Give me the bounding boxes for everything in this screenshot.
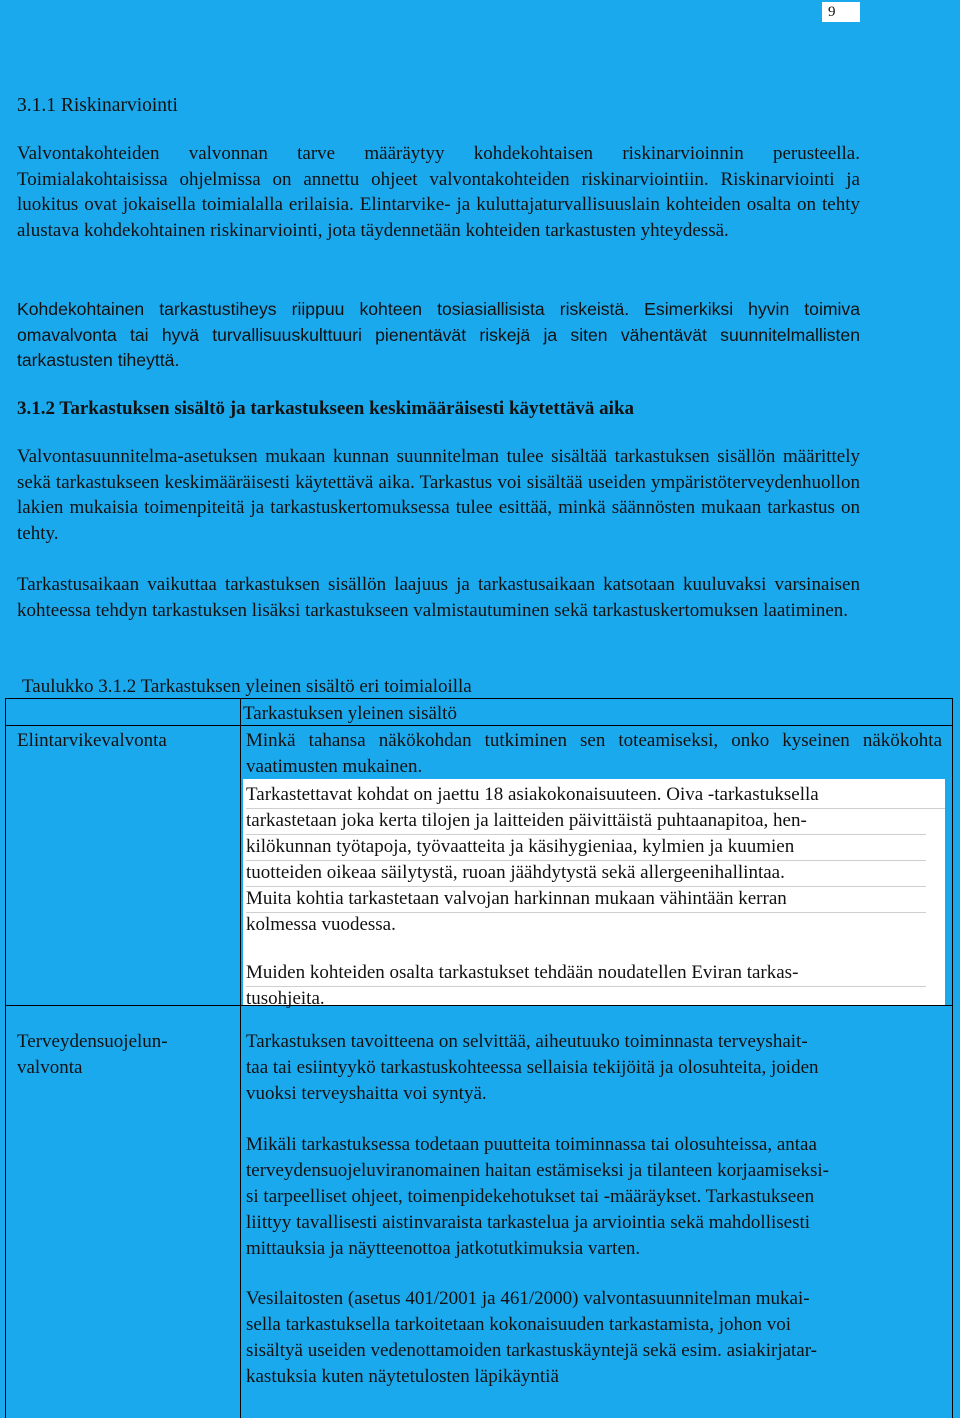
row-intro-elintarvikevalvonta: Minkä tahansa näkökohdan tutkiminen sen toteamiseksi, onko kyseinen näkökohta vaatimusten mukainen. [246,730,942,777]
header-row-divider [6,725,952,726]
para-line: liittyy tavallisesti aistinvaraista tarkastelua ja arviointia sekä mahdollisesti [246,1212,811,1233]
para-line: kastuksia kuten näytetulosten läpikäyntiä [246,1366,559,1387]
box-line: tuotteiden oikeaa säilytystä, ruoan jäähdytystä sekä allergeenihallintaa. [246,860,926,887]
box-line: Muiden kohteiden osalta tarkastukset tehdään noudatellen Eviran tarkas- [246,960,926,987]
para-line: sisältyä useiden vedenottamoiden tarkastuskäyntejä sekä esim. asiakirjatar- [246,1340,818,1361]
row-divider [6,1005,952,1006]
paragraph-content-2: Tarkastusaikaan vaikuttaa tarkastuksen sisällön laajuus ja tarkastusaikaan katsotaan kuuluvaksi varsinaisen kohteessa tehdyn tarkastuksen lisäksi tarkastukseen valmistautuminen sekä tarkastuskertomuksen laatiminen. [17,574,860,621]
para-line: vuoksi terveyshaitta voi syntyä. [246,1083,487,1104]
para-line: mittauksia ja näytteenottoa jatkotutkimuksia varten. [246,1238,641,1259]
para-line: Vesilaitosten (asetus 401/2001 ja 461/2000) valvontasuunnitelman mukai- [246,1288,810,1309]
row-label-terveydensuojelu-1: Terveydensuojelun- [17,1031,168,1052]
column-header: Tarkastuksen yleinen sisältö [243,703,457,724]
section-heading-riskinarviointi: 3.1.1 Riskinarviointi [17,95,178,116]
para-line: Tarkastuksen tavoitteena on selvittää, aiheutuuko toiminnasta terveyshait- [246,1031,808,1052]
box-line: tarkastetaan joka kerta tilojen ja laitteiden päivittäistä puhtaanapitoa, hen- [246,808,926,835]
box-line: Tarkastettavat kohdat on jaettu 18 asiakokonaisuuteen. Oiva -tarkastuksella [246,782,945,809]
row-label-elintarvikevalvonta: Elintarvikevalvonta [17,730,167,751]
para-line: si tarpeelliset ohjeet, toimenpidekehotukset tai -määräykset. Tarkastukseen [246,1186,815,1207]
page-number: 9 [822,2,860,22]
paragraph-risk-1: Valvontakohteiden valvonnan tarve määräytyy kohdekohtaisen riskinarvioinnin perusteella. Toimialakohtaisissa ohjelmissa on annettu ohjeet valvontakohteiden riskinarviointiin. Riskinarviointi ja luokitus ovat jokaisella toimialalla erilaisia. Elintarvike- ja kuluttajaturvallisuuslain kohteiden osalta on tehty alustava kohdekohtainen riskinarviointi, jota täydennetään kohteiden tarkastusten yhteydessä. [17,143,860,241]
row-label-terveydensuojelu-2: valvonta [17,1057,83,1078]
para-line: terveydensuojeluviranomainen haitan estämiseksi ja tilanteen korjaamiseksi- [246,1160,830,1181]
para-line: Mikäli tarkastuksessa todetaan puutteita toiminnassa tai olosuhteissa, antaa [246,1134,817,1155]
table-caption: Taulukko 3.1.2 Tarkastuksen yleinen sisältö eri toimialoilla [22,676,472,697]
para-line: taa tai esiintyykö tarkastuskohteessa sellaisia tekijöitä ja olosuhteita, joiden [246,1057,819,1078]
highlighted-content-box [243,779,945,1009]
content-table [5,698,953,1418]
para-line: sella tarkastuksella tarkoitetaan kokonaisuuden tarkastamista, johon voi [246,1314,792,1335]
column-divider [240,699,241,1418]
box-line: kilökunnan työtapoja, työvaatteita ja käsihygieniaa, kylmien ja kuumien [246,834,926,861]
section-heading-tarkastuksen-sisalto: 3.1.2 Tarkastuksen sisältö ja tarkastukseen keskimääräisesti käytettävä aika [17,398,635,419]
box-line: tusohjeita. [246,988,325,1009]
box-line: Muita kohtia tarkastetaan valvojan harkinnan mukaan vähintään kerran [246,886,926,913]
box-line: kolmessa vuodessa. [246,914,396,935]
paragraph-content-1: Valvontasuunnitelma-asetuksen mukaan kunnan suunnitelman tulee sisältää tarkastuksen sisällön määrittely sekä tarkastukseen keskimääräisesti käytettävä aika. Tarkastus voi sisältää useiden ympäristöterveydenhuollon lakien mukaisia toimenpiteitä ja tarkastuskertomuksessa tulee esittää, minkä säännösten mukaan tarkastus on tehty. [17,446,860,544]
paragraph-risk-2: Kohdekohtainen tarkastustiheys riippuu kohteen tosiasiallisista riskeistä. Esimerkiksi hyvin toimiva omavalvonta tai hyvä turvallisuuskulttuuri pienentävät riskejä ja siten vähentävät suunnitelmallisten tarkastusten tiheyttä. [17,299,860,370]
